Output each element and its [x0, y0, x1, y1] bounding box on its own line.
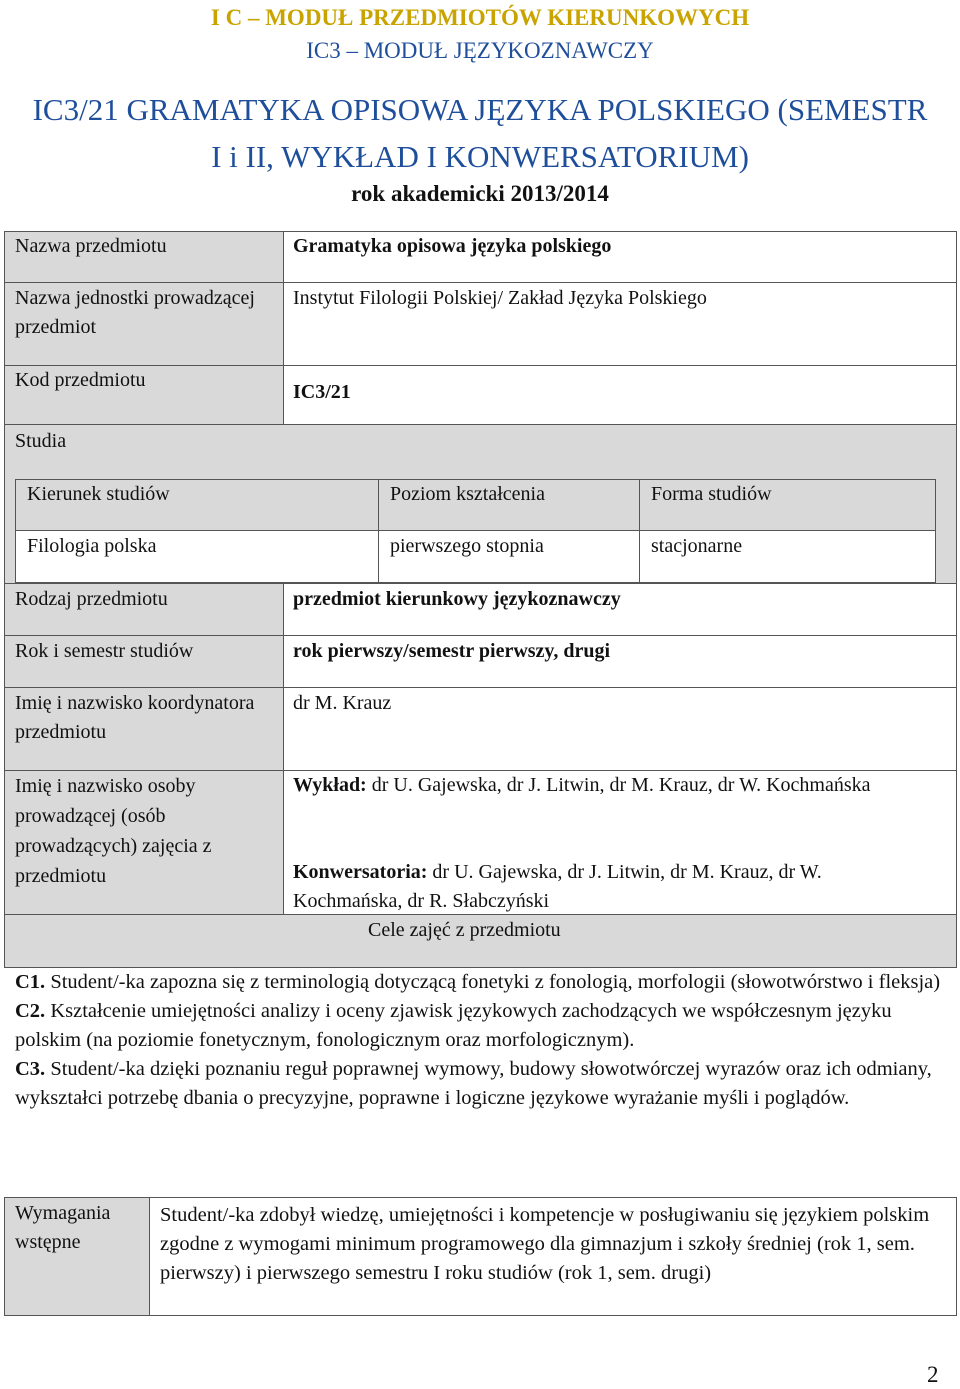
seminar-line: [293, 858, 903, 916]
code-label: Kod przedmiotu: [15, 369, 146, 391]
module-heading: I C – MODUŁ PRZEDMIOTÓW KIERUNKOWYCH: [210, 5, 750, 30]
seminar-label: Konwersatoria:: [293, 861, 428, 883]
year-value: rok pierwszy/semestr pierwszy, drugi: [293, 640, 611, 662]
seminar-value: dr U. Gajewska, dr J. Litwin, dr M. Krauz, dr W. Kochmańska, dr R. Słabczyński: [293, 861, 822, 912]
studies-value-2: pierwszego stopnia: [390, 535, 544, 557]
goal-c2-label: C2.: [15, 1000, 46, 1022]
code-value-cell: [283, 365, 957, 425]
goal-c3-label: C3.: [15, 1058, 46, 1080]
course-name-label: Nazwa przedmiotu: [15, 235, 167, 257]
goals-heading: Cele zajęć z przedmiotu: [368, 919, 561, 941]
goal-c3: [15, 1055, 945, 1113]
goal-c3-text: Student/-ka dzięki poznaniu reguł poprawnej wymowy, budowy słowotwórczej wyrazów oraz ich odmiany, wykształci potrzebę dbania o precyzyjne, poprawne i logiczne językowe wyrażanie myśli i poglądów.: [15, 1058, 932, 1109]
unit-value: Instytut Filologii Polskiej/ Zakład Języka Polskiego: [293, 287, 707, 309]
course-name-value: Gramatyka opisowa języka polskiego: [293, 235, 612, 257]
goals-list: [15, 968, 945, 1113]
course-title-line2: I i II, WYKŁAD I KONWERSATORIUM): [211, 139, 749, 174]
coordinator-label: Imię i nazwisko koordynatora przedmiotu: [15, 692, 255, 743]
unit-label: Nazwa jednostki prowadzącej przedmiot: [15, 287, 255, 338]
studies-label: Studia: [15, 430, 67, 452]
coordinator-value: dr M. Krauz: [293, 692, 392, 714]
code-value: IC3/21: [293, 381, 351, 403]
goal-c1: [15, 968, 945, 997]
goal-c2: [15, 997, 945, 1055]
prerequisites-text: Student/-ka zdobył wiedzę, umiejętności i kompetencje w posługiwaniu się językiem polskim zgodne z wymogami minimum programowego dla gimnazjum i szkoły średniej (rok 1, sem. pierwszy) i pierwszego semestru I roku studiów (rok 1, sem. drugi): [160, 1204, 930, 1284]
lecture-line: [293, 771, 893, 800]
studies-value-3: stacjonarne: [651, 535, 743, 557]
goal-c1-label: C1.: [15, 971, 46, 993]
goal-c1-text: Student/-ka zapozna się z terminologią dotyczącą fonetyki z fonologią, morfologii (słowotwórstwo i fleksja): [50, 971, 941, 993]
year-label: Rok i semestr studiów: [15, 640, 194, 662]
prerequisites-label: Wymagania wstępne: [15, 1202, 111, 1253]
studies-header-2: Poziom kształcenia: [390, 483, 545, 505]
submodule-heading: IC3 – MODUŁ JĘZYKOZNAWCZY: [306, 38, 654, 63]
goal-c2-text: Kształcenie umiejętności analizy i oceny zjawisk językowych zachodzących we współczesnym języku polskim (na poziomie fonetycznym, fonologicznym oraz morfologicznym).: [15, 1000, 892, 1051]
page-number: 2: [927, 1362, 939, 1387]
studies-value-1: Filologia polska: [27, 535, 157, 557]
lecture-value: dr U. Gajewska, dr J. Litwin, dr M. Krauz, dr W. Kochmańska: [371, 774, 871, 796]
academic-year: rok akademicki 2013/2014: [351, 181, 609, 206]
studies-header-3: Forma studiów: [651, 483, 772, 505]
type-label: Rodzaj przedmiotu: [15, 588, 168, 610]
course-title-line1: IC3/21 GRAMATYKA OPISOWA JĘZYKA POLSKIEGO (SEMESTR: [32, 92, 928, 127]
type-value: przedmiot kierunkowy językoznawczy: [293, 588, 621, 610]
lecture-label: Wykład:: [293, 774, 367, 796]
teachers-label: Imię i nazwisko osoby prowadzącej (osób prowadzących) zajęcia z przedmiotu: [15, 775, 212, 887]
studies-header-1: Kierunek studiów: [27, 483, 170, 505]
